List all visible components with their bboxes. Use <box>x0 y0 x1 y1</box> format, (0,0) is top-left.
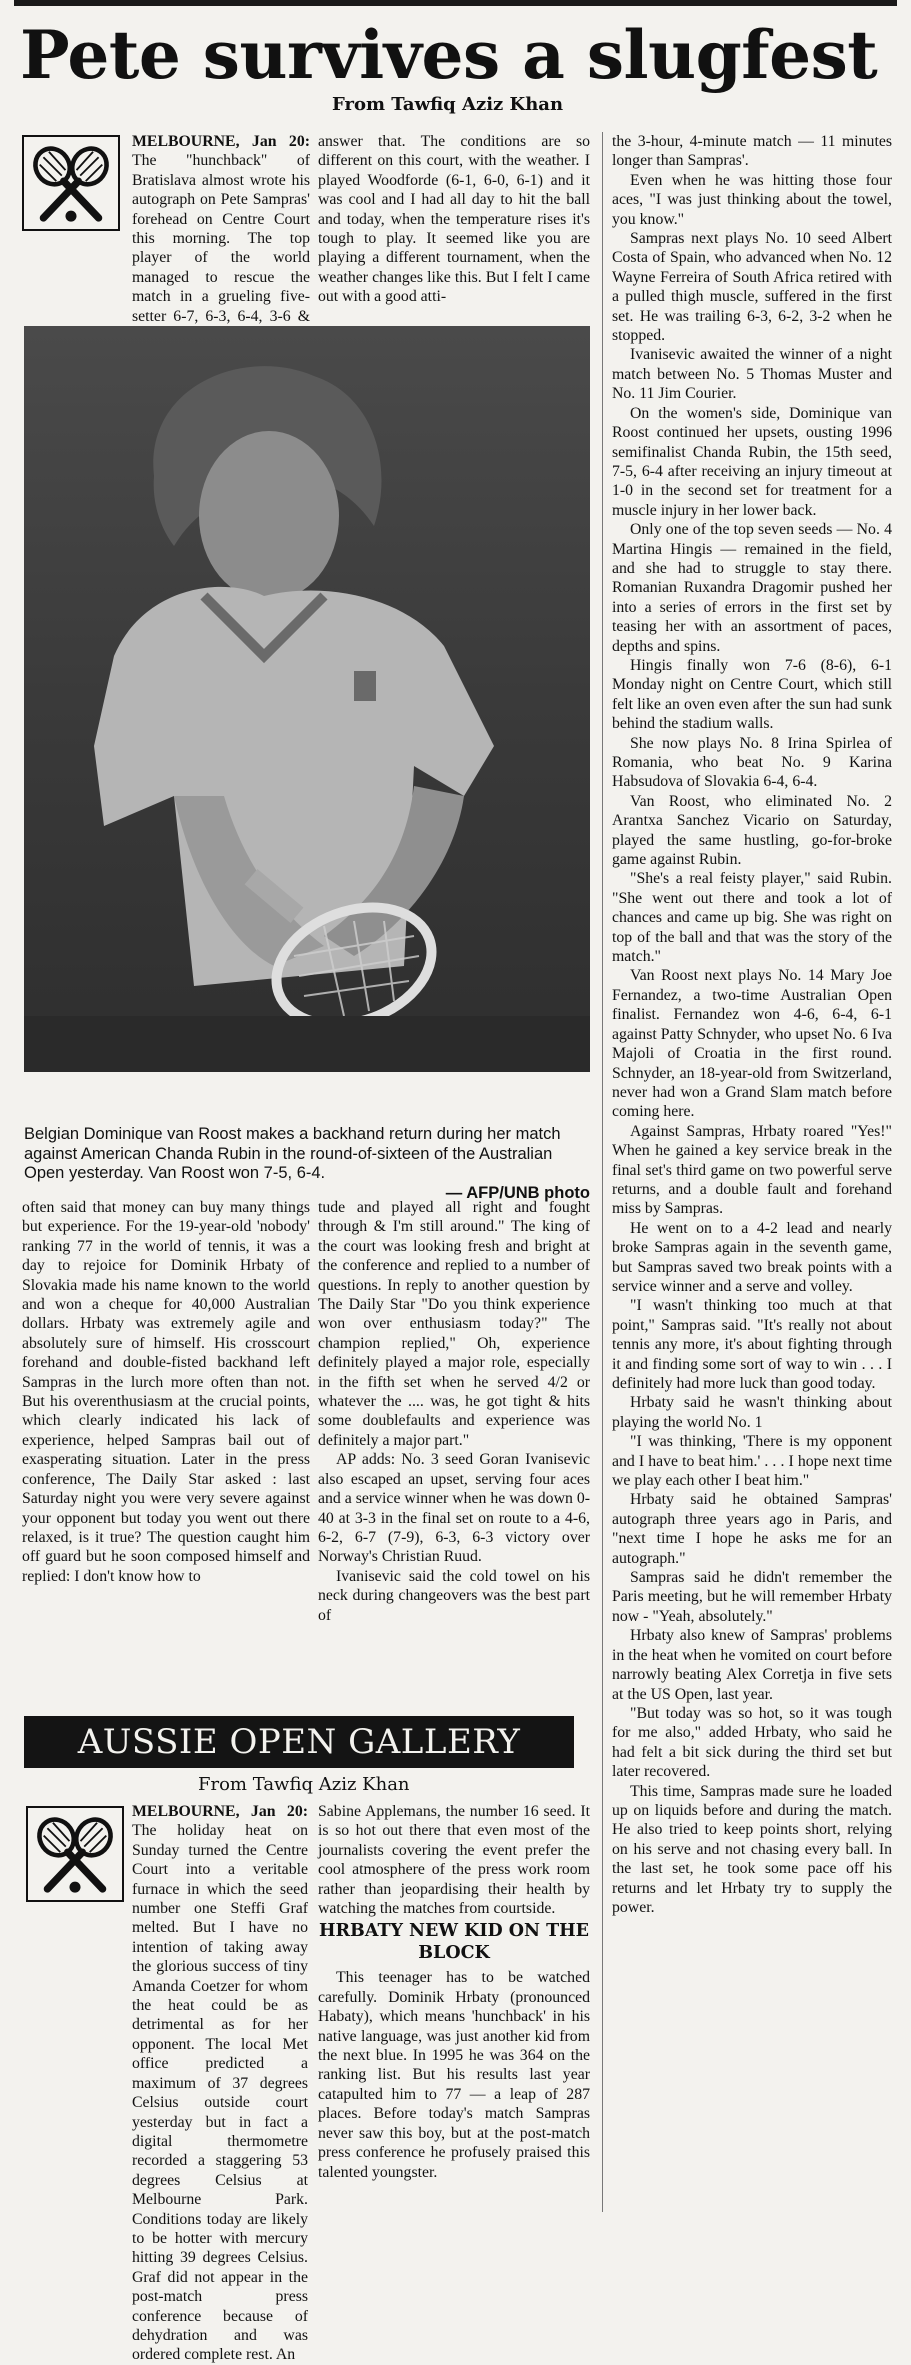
gallery-col2-bottom-paragraph: This teenager has to be watched carefully. Dominik Hrbaty (pronounced Habaty), which means 'hunchback' in his native language, was just another kid from the next blue. In 1995 he was 364 on the ranking list. But his results last year catapulted him to 77 — a leap of 287 places. Before today's match Sampras never saw this boy, but at the post-match press conference he profusely praised this talented youngster. <box>318 1969 590 2181</box>
col3-paragraph: He went on to a 4-2 lead and nearly broke Sampras again in the seventh game, but Sampras saved two break points with a service winner and a serve and volley. <box>612 1219 892 1295</box>
col3-paragraph: Hrbaty said he wasn't thinking about playing the world No. 1 <box>612 1394 892 1431</box>
col3-paragraph: "But today was so hot, so it was tough for me also," added Hrbaty, who said he had felt a bit sick during the third set but later recovered. <box>612 1704 892 1781</box>
col3-paragraph: She now plays No. 8 Irina Spirlea of Romania, who beat No. 9 Karina Habsudova of Slovakia 6-4, 6-4. <box>612 734 892 791</box>
col3-paragraph: Hingis finally won 7-6 (8-6), 6-1 Monday night on Centre Court, which still felt like an oven even after the sun had sunk behind the stadium walls. <box>612 656 892 733</box>
gallery-subhead: HRBATY NEW KID ON THE BLOCK <box>318 1921 590 1964</box>
tennis-player-photo <box>24 326 590 1072</box>
col3-paragraph: On the women's side, Dominique van Roost continued her upsets, ousting 1996 semifinalist Chanda Rubin, the 15th seed, 7-5, 6-4 after receiving an injury timeout at 1-0 in the second set for treatment for a muscle injury in her lower back. <box>612 404 892 519</box>
gallery-dateline: MELBOURNE, Jan 20: <box>132 1803 308 1820</box>
col3-paragraph: Van Roost next plays No. 14 Mary Joe Fernandez, a two-time Australian Open finalist. Fernandez won 4-6, 6-4, 6-1 against Patty Schnyder, who upset No. 6 Iva Majoli of Croatia in the first round. Schnyder, an 18-year-old from Switzerland, never had won a Grand Slam match before coming here. <box>612 967 892 1121</box>
lead-paragraph: The "hunchback" of Bratislava almost wrote his autograph on Pete Sampras' forehead on Centre Court this morning. The top player of the world managed to rescue the match in a grueling five-setter 6-7, 6-3, 6-4, 3-6 & <box>132 152 310 325</box>
dateline: MELBOURNE, Jan 20: <box>132 133 310 150</box>
byline: From Tawfiq Aziz Khan <box>332 94 564 115</box>
col1-bottom-paragraph: often said that money can buy many things but experience. For the 19-year-old 'nobody' ranking 77 in the world of tennis, it was a day to rejoice for Dominik Hrbaty of Slovakia made his name known to the world and won a cheque for 40,000 Australian dollars. Hrbaty was extremely agile and absolutely sure of himself. His crosscourt forehand and double-fisted backhand left Sampras in the lurch more often than not. But his overenthusiasm at the crucial points, which clearly indicated his lack of experience, helped Sampras bail out of exasperating situation. Later in the press conference, The Daily Star asked : last Saturday night you were very severe against your opponent but today you went out there relaxed, is it true? The question caught him off guard but he soon composed himself and replied: I don't know how to <box>22 1199 310 1585</box>
col2-top-paragraph: answer that. The conditions are so different on this court, with the weather. I played Woodforde (6-1, 6-0, 6-1) and it was cool and I had all day to hit the ball and today, when the temperature rises it's tough to play. It seemed like you are playing a different tournament, when the weather changes like this. But I felt I came out with a good atti- <box>318 133 590 306</box>
col3-paragraph: Even when he was hitting those four aces, "I was just thinking about the towel, you know." <box>612 171 892 228</box>
headline: Pete survives a slugfest <box>20 16 878 94</box>
gallery-byline: From Tawfiq Aziz Khan <box>198 1774 410 1795</box>
col3-paragraph: Ivanisevic awaited the winner of a night match between No. 5 Thomas Muster and No. 11 Jim Courier. <box>612 346 892 403</box>
photo-caption-text: Belgian Dominique van Roost makes a backhand return during her match against American Chanda Rubin in the round-of-sixteen of the Australian Open yesterday. Van Roost won 7-5, 6-4. <box>24 1125 561 1182</box>
col3-paragraph: Sampras said he didn't remember the Paris meeting, but he will remember Hrbaty now - "Yeah, absolutely." <box>612 1569 892 1625</box>
gallery-col2-top-paragraph: Sabine Applemans, the number 16 seed. It is so hot out there that even most of the journalists covering the event prefer the cool atmosphere of the press work room rather than jeopardising their health by watching the matches from courtside. <box>318 1803 590 1918</box>
col3-paragraph: This time, Sampras made sure he loaded up on liquids before and during the match. He also tried to keep points short, relying on his serve and not chasing every ball. In the last set, he took some pace off his returns and let Hrbaty try to supply the power. <box>612 1782 892 1916</box>
crossed-rackets-icon <box>22 135 120 231</box>
col2-bottom-paragraph: AP adds: No. 3 seed Goran Ivanisevic also escaped an upset, serving four aces and a service winner when he was down 0-40 at 3-3 in the final set on route to a 4-6, 6-2, 6-7 (7-9), 6-3, 6-3 victory over Norway's Christian Ruud. <box>318 1451 590 1566</box>
col3-paragraph: "She's a real feisty player," said Rubin. "She went out there and took a lot of chances and came up big. She was right on top of the ball and that was the story of the match." <box>612 870 892 966</box>
col3-paragraph: Hrbaty also knew of Sampras' problems in the heat when he vomited on court before narrowly beating Alex Corretja in five sets at the US Open, last year. <box>612 1627 892 1703</box>
col2-bottom-paragraph: Ivanisevic said the cold towel on his neck during changeovers was the best part of <box>318 1567 590 1624</box>
col3-paragraph: the 3-hour, 4-minute match — 11 minutes longer than Sampras'. <box>612 133 892 170</box>
crossed-rackets-icon-gallery <box>26 1806 124 1902</box>
col3-paragraph: "I wasn't thinking too much at that point," Sampras said. "It's really not about tennis any more, it's about fighting through it and finding some sort of way to win . . . I definitely had more luck than good today. <box>612 1297 892 1392</box>
gallery-banner: AUSSIE OPEN GALLERY <box>24 1716 574 1768</box>
article-col1-bottom <box>22 1198 310 1710</box>
col2-bottom-paragraph: tude and played all right and fought through & I'm still around." The king of the court was looking fresh and bright at the conference and replied to a number of questions. In reply to another question by The Daily Star "Do you think experience won over enthusiasm today?" The champion replied," Oh, experience definitely played a major role, especially in the fifth set when he served 4/2 or whatever the .... was, he got tight & hits some doublefaults and experience was definitely a major part." <box>318 1199 590 1449</box>
gallery-col2 <box>318 1802 590 2212</box>
gallery-col1-top <box>132 1802 308 2364</box>
article-col3 <box>612 132 892 2212</box>
gallery-col1-text: The holiday heat on Sunday turned the Centre Court into a veritable furnace in which the seed number one Steffi Graf melted. But I have no intention of taking away the glorious success of tiny Amanda Coetzer for whom the heat could be as detrimental as for her opponent. The local Met office predicted a maximum of 37 degrees Celsius outside court yesterday but in fact a digital thermometre recorded a staggering 53 degrees Celsius at Melbourne Park. Conditions today are likely to be hotter with mercury hitting 39 degrees Celsius. Graf did not appear in the post-match press conference because of dehydration and was ordered complete rest. An <box>132 1822 308 2364</box>
col3-paragraph: Van Roost, who eliminated No. 2 Arantxa Sanchez Vicario on Saturday, played the same hustling, go-for-broke game against Rubin. <box>612 792 892 869</box>
col3-paragraph: Against Sampras, Hrbaty roared "Yes!" When he gained a key service break in the final set's third game on two powerful serve returns, and a double fault and forehand miss by Sampras. <box>612 1122 892 1218</box>
article-lead-text-cont <box>22 234 310 324</box>
photo-caption <box>24 1125 590 1203</box>
col3-paragraph: Only one of the top seven seeds — No. 4 Martina Hingis — remained in the field, and she had to struggle to stay there. Romanian Ruxandra Dragomir pushed her into a series of errors in the first set by teasing her with an assortment of paces, depths and spins. <box>612 521 892 655</box>
column-divider <box>602 132 603 2212</box>
gallery-col1-cont <box>26 1904 308 2212</box>
article-col2-top <box>318 132 590 324</box>
top-rule <box>14 0 897 6</box>
col3-paragraph: "I was thinking, 'There is my opponent and I have to beat him.' . . . I hope next time we play each other I beat him." <box>612 1433 892 1490</box>
photo-credit: — AFP/UNB photo <box>445 1183 590 1202</box>
article-col2-bottom <box>318 1198 590 1710</box>
col3-paragraph: Hrbaty said he obtained Sampras' autograph three years ago in Paris, and "next time I hope he asks me for an autograph." <box>612 1491 892 1567</box>
article-lead-text <box>132 132 310 325</box>
col3-paragraph: Sampras next plays No. 10 seed Albert Costa of Spain, who advanced when No. 12 Wayne Ferreira of South Africa retired with a pulled thigh muscle, suffered in the first set. He was trailing 6-3, 6-2, 3-2 when he stopped. <box>612 230 892 345</box>
